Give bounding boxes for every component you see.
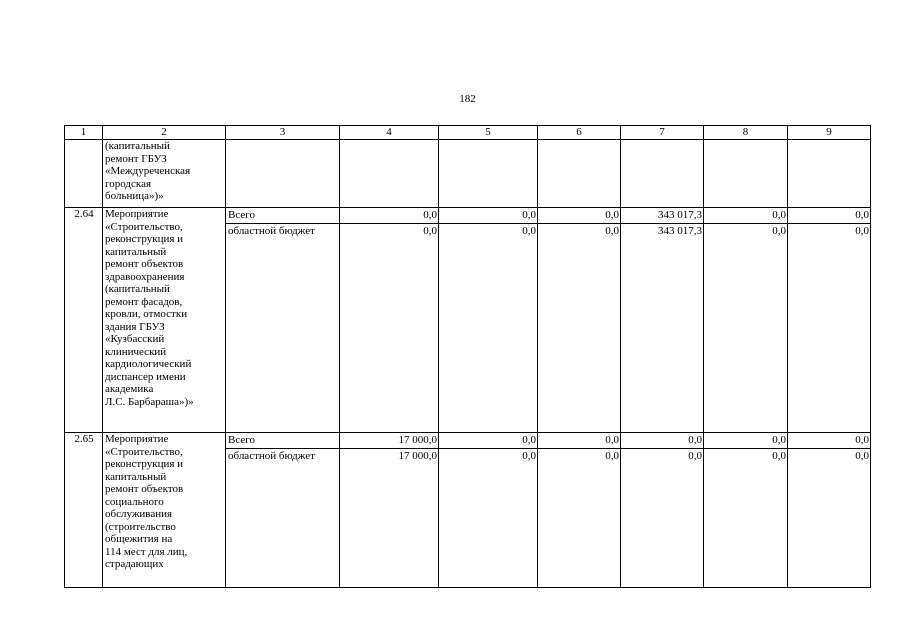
- empty-cell: [340, 140, 439, 208]
- value-cell: [704, 433, 788, 588]
- value-total: 0,0: [605, 209, 619, 221]
- value-cell: [621, 433, 704, 588]
- value-total: 0,0: [772, 434, 786, 446]
- column-header: 7: [621, 126, 704, 140]
- empty-cell: [788, 140, 871, 208]
- funding-source-regional: областной бюджет: [226, 223, 339, 238]
- event-name: Мероприятие «Строительство, реконструкция и капитальный ремонт объектов социального обслуживания (строительство общежития на 114 мест для лиц, страдающих: [103, 433, 226, 588]
- empty-cell: [621, 140, 704, 208]
- funding-source-cell: [226, 433, 340, 588]
- column-header: 9: [788, 126, 871, 140]
- empty-cell: [226, 140, 340, 208]
- value-total: 17 000,0: [398, 434, 437, 446]
- value-regional: 0,0: [538, 223, 620, 238]
- funding-source-cell: [226, 208, 340, 433]
- page-number: 182: [459, 93, 476, 105]
- value-cell: [538, 433, 621, 588]
- event-name: (капитальный ремонт ГБУЗ «Междуреченская городская больница»)»: [103, 140, 226, 208]
- column-header: 1: [65, 126, 103, 140]
- funding-source-total: Всего: [228, 209, 255, 221]
- value-total: 0,0: [522, 434, 536, 446]
- value-cell: [704, 208, 788, 433]
- value-regional: 0,0: [621, 448, 703, 463]
- value-regional: 0,0: [538, 448, 620, 463]
- funding-source-total: Всего: [228, 434, 255, 446]
- empty-cell: [439, 140, 538, 208]
- row-index: 2.64: [65, 208, 103, 433]
- value-regional: 0,0: [788, 223, 870, 238]
- value-total: 343 017,3: [658, 209, 702, 221]
- value-regional: 0,0: [439, 448, 537, 463]
- value-cell: [439, 433, 538, 588]
- table-row-continuation: [65, 140, 871, 208]
- column-header: 4: [340, 126, 439, 140]
- value-regional: 0,0: [788, 448, 870, 463]
- value-total: 0,0: [605, 434, 619, 446]
- value-total: 0,0: [423, 209, 437, 221]
- value-regional: 0,0: [439, 223, 537, 238]
- value-cell: [340, 208, 439, 433]
- value-cell: [439, 208, 538, 433]
- value-regional: 17 000,0: [340, 448, 438, 463]
- funding-source-regional: областной бюджет: [226, 448, 339, 463]
- empty-cell: [538, 140, 621, 208]
- value-cell: [340, 433, 439, 588]
- column-header: 3: [226, 126, 340, 140]
- value-total: 0,0: [772, 209, 786, 221]
- table-row-2-65: [65, 433, 871, 588]
- value-total: 0,0: [688, 434, 702, 446]
- empty-cell: [704, 140, 788, 208]
- budget-table: [64, 125, 871, 588]
- value-cell: [538, 208, 621, 433]
- value-cell: [788, 208, 871, 433]
- value-regional: 0,0: [704, 223, 787, 238]
- row-index: 2.65: [65, 433, 103, 588]
- value-total: 0,0: [855, 209, 869, 221]
- value-regional: 0,0: [340, 223, 438, 238]
- value-cell: [621, 208, 704, 433]
- column-header: 6: [538, 126, 621, 140]
- value-regional: 0,0: [704, 448, 787, 463]
- value-cell: [788, 433, 871, 588]
- value-total: 0,0: [522, 209, 536, 221]
- column-header: 8: [704, 126, 788, 140]
- table-header-row: [65, 126, 871, 140]
- table-row-2-64: [65, 208, 871, 433]
- event-name: Мероприятие «Строительство, реконструкция и капитальный ремонт объектов здравоохранения (капитальный ремонт фасадов, кровли, отмостки здания ГБУЗ «Кузбасский клинический кардиологический диспансер имени академика Л.С. Барбараша»)»: [103, 208, 226, 433]
- column-header: 5: [439, 126, 538, 140]
- row-index: [65, 140, 103, 208]
- value-regional: 343 017,3: [621, 223, 703, 238]
- value-total: 0,0: [855, 434, 869, 446]
- column-header: 2: [103, 126, 226, 140]
